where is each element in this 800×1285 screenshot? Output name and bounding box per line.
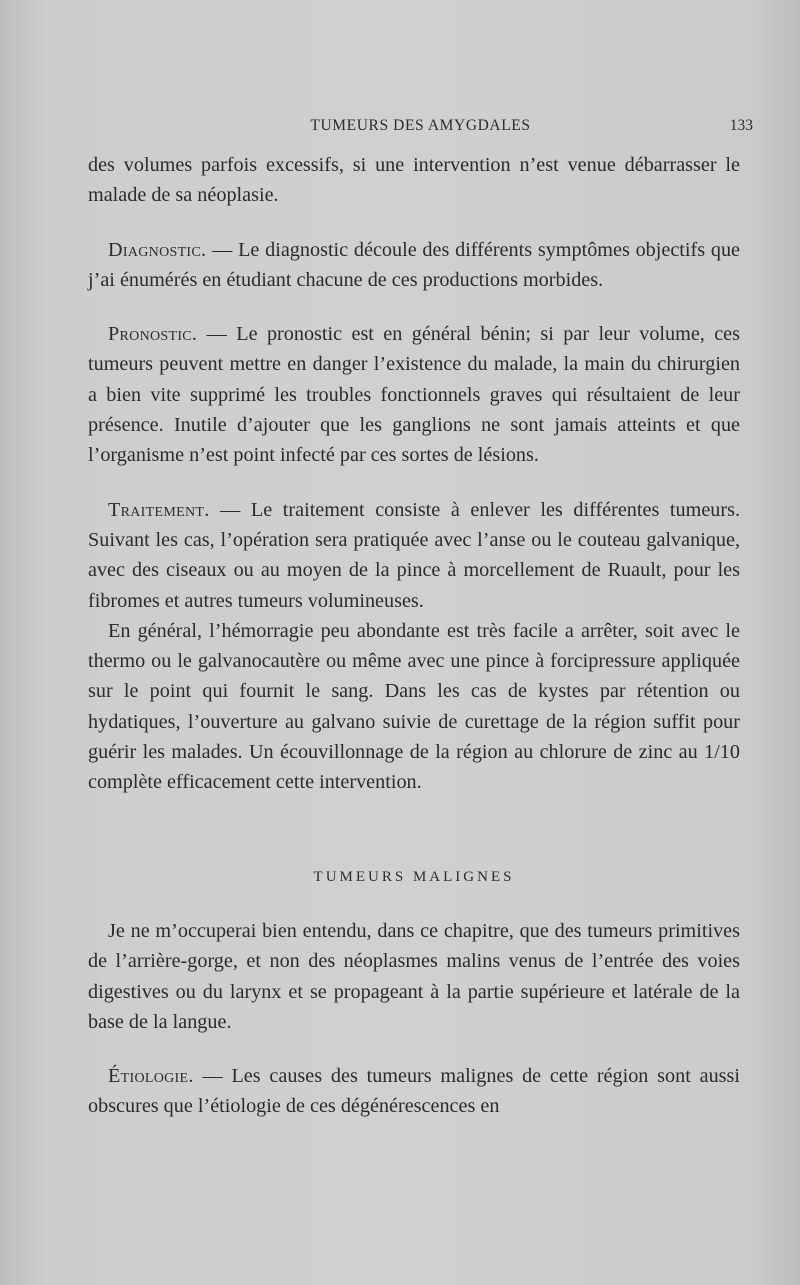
paragraph-pronostic xyxy=(88,319,740,470)
section-title: TUMEURS MALIGNES xyxy=(313,868,515,885)
paragraph-traitement-text: — Le traitement consiste à enlever les différentes tumeurs. Suivant les cas, l’opération sera pratiquée avec l’anse ou le couteau galvanique, avec des ciseaux ou au moyen de la pince à morcellement de Ruault, pour les fibromes et autres tumeurs volumineuses. xyxy=(88,498,740,612)
paragraph-etiologie xyxy=(88,1061,740,1122)
paragraph-pronostic-text: — Le pronostic est en général bénin; si par leur volume, ces tumeurs peuvent mettre en danger l’existence du malade, la main du chirurgien a bien vite supprimé les troubles fonctionnels graves qui résultaient de leur présence. Inutile d’ajouter que les ganglions ne sont jamais atteints et que l’organisme n’est point infecté par ces sortes de lésions. xyxy=(88,323,740,467)
paragraph-etiologie-text: — Les causes des tumeurs malignes de cette région sont aussi obscures que l’étiologie de ces dégénérescences en xyxy=(88,1065,740,1118)
paragraph-malignes: Je ne m’occuperai bien entendu, dans ce chapitre, que des tumeurs primitives de l’arrière-gorge, et non des néoplasmes malins venus de l’entrée des voies digestives ou du larynx et se propageant à la partie supérieure et latérale de la base de la langue. xyxy=(88,919,740,1033)
running-head xyxy=(88,117,753,139)
runin-heading-traitement: Traitement. xyxy=(108,498,210,521)
runin-heading-diagnostic: Diagnostic. xyxy=(108,238,207,261)
paragraph-traitement xyxy=(88,495,740,616)
paragraph-diagnostic-text: — Le diagnostic découle des différents symptômes objectifs que j’ai énumérés en étudiant chacune de ces productions morbides. xyxy=(88,238,740,291)
running-title: TUMEURS DES AMYGDALES xyxy=(310,117,531,134)
runin-heading-pronostic: Pronostic. xyxy=(108,323,198,346)
runin-heading-etiologie: Étiologie. xyxy=(108,1065,194,1088)
paragraph-diagnostic xyxy=(88,235,740,296)
page-number: 133 xyxy=(729,117,753,134)
paragraph-hemorragie: En général, l’hémorragie peu abondante est très facile a arrêter, soit avec le thermo ou le galvanocautère ou même avec une pince à forcipressure appliquée sur le point qui fournit le sang. Dans les cas de kystes par rétention ou hydatiques, l’ouverture au galvano suivie de curettage de la région suffit pour guérir les malades. Un écouvillonnage de la région au chlorure de zinc au 1/10 complète efficacement cette intervention. xyxy=(88,619,740,794)
body-text xyxy=(88,150,740,1122)
paragraph-continuation: des volumes parfois excessifs, si une intervention n’est venue débarrasser le malade de sa néoplasie. xyxy=(88,154,740,207)
